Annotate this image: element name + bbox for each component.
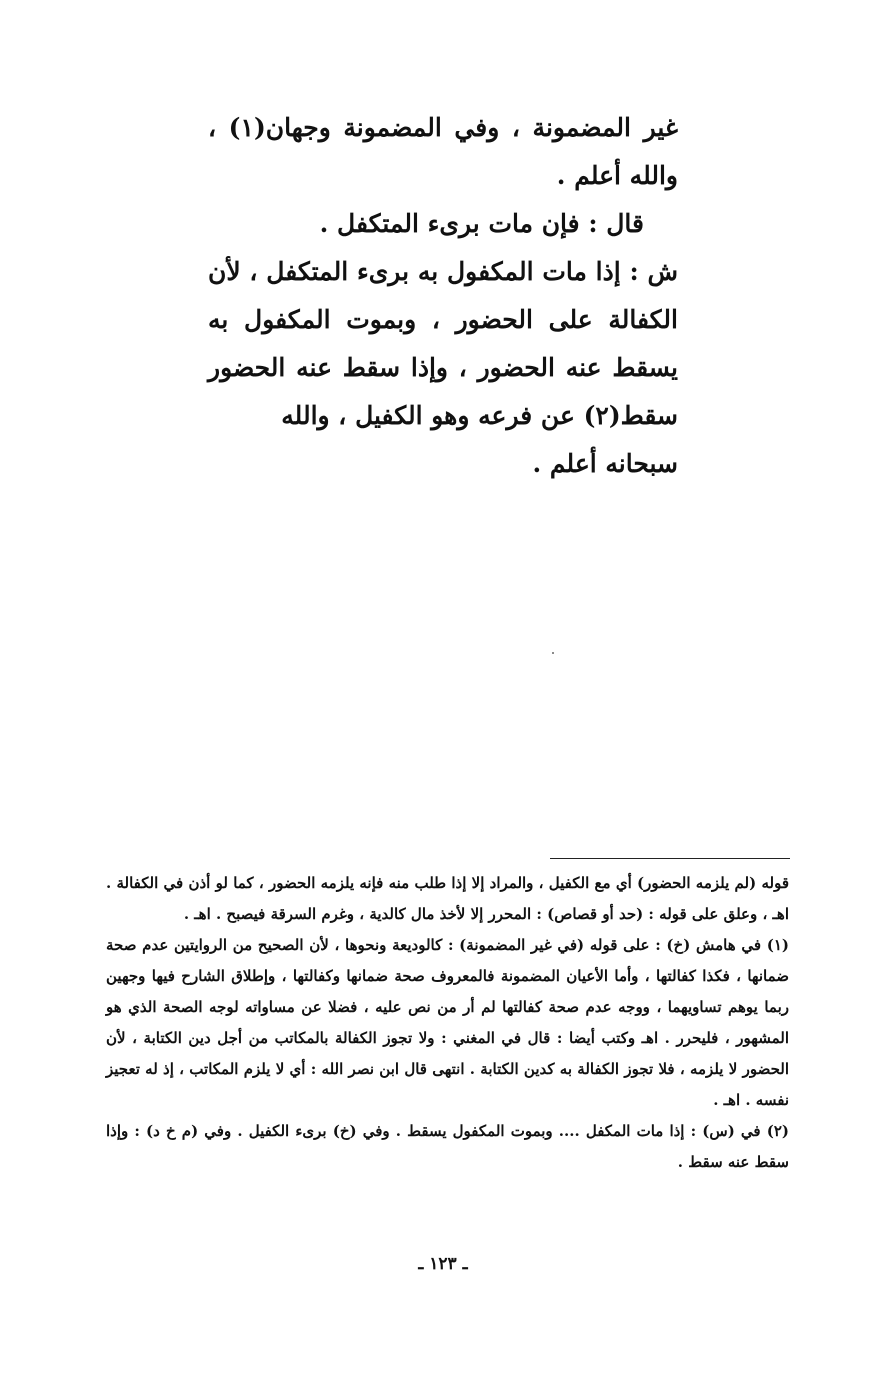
main-text-block — [208, 104, 678, 488]
footnote-2: (٢) في (س) : إذا مات المكفل .... وبموت المكفول يسقط . وفي (خ) برىء الكفيل . وفي (م خ د) : وإذا سقط عنه سقط . — [106, 1122, 789, 1171]
main-text-line: غير المضمونة ، وفي المضمونة وجهان(١) ، والله أعلم . — [208, 113, 678, 190]
main-text-paragraph: ش : إذا مات المكفول به برىء المتكفل ، لأن الكفالة على الحضور ، وبموت المكفول به يسقط عنه الحضور ، وإذا سقط عنه الحضور سقط(٢) عن فرعه وهو الكفيل ، والله — [208, 257, 678, 430]
footnote-1: (١) في هامش (خ) : على قوله (في غير المضمونة) : كالوديعة ونحوها ، لأن الصحيح من الروايتين عدم صحة ضمانها ، فكذا كفالتها ، وأما الأعيان المضمونة فالمعروف صحة ضمانها وكفالتها ، وإطلاق الشارح فيها وجهين ربما يوهم تساويهما ، ووجه عدم صحة كفالتها لم أر من نص عليه ، فضلا عن مساواته لوجه الصحة الذي هو المشهور ، فليحرر . اهـ وكتب أيضا : قال في المغني : ولا تجوز الكفالة بالمكاتب من أجل دين الكتابة ، لأن الحضور لا يلزمه ، فلا تجوز الكفالة به كدين الكتابة . انتهى قال ابن نصر الله : أي لا يلزم المكاتب ، إذ له تعجيز نفسه . اهـ . — [106, 936, 789, 1109]
footnote-separator — [550, 858, 790, 859]
main-text-paragraph-end: سبحانه أعلم . — [532, 449, 678, 478]
footnotes-block — [106, 868, 789, 1178]
footnote-carried: قوله (لم يلزمه الحضور) أي مع الكفيل ، والمراد إلا إذا طلب منه فإنه يلزمه الحضور ، كما لو أذن في الكفالة . اهـ ، وعلق على قوله : (حد أو قصاص) : المحرر إلا لأخذ مال كالدية ، وغرم السرقة فيصبح . اهـ . — [106, 874, 789, 923]
main-text-line: قال : فإن مات برىء المتكفل . — [319, 209, 644, 238]
page-number: ـ ١٢٣ ـ — [418, 1254, 468, 1274]
scan-speck — [552, 652, 554, 654]
